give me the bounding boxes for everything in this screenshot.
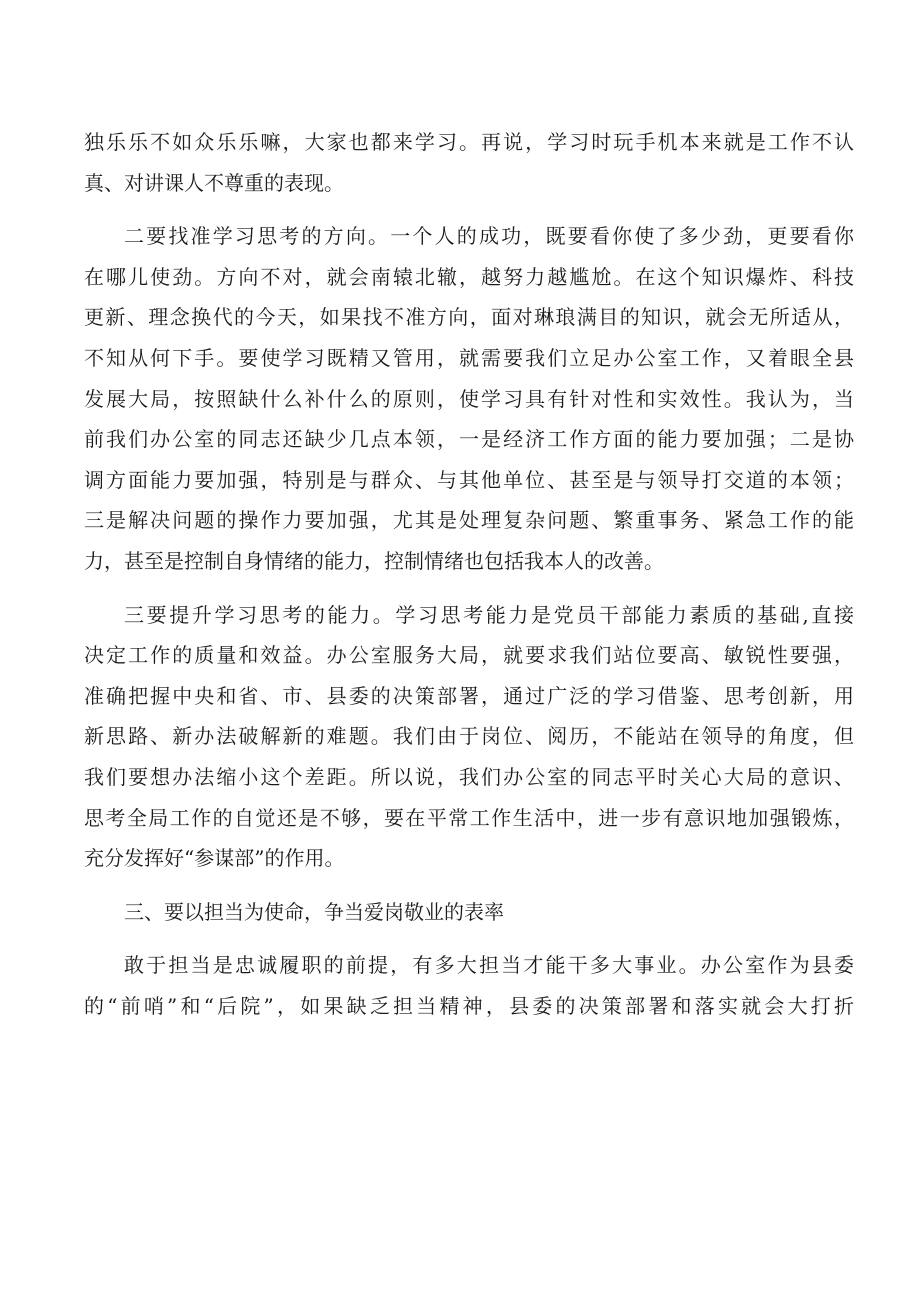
text-line: 力，甚至是控制自身情绪的能力，控制情绪也包括我本人的改善。: [84, 548, 664, 573]
text-line: 的“前哨”和“后院”，如果缺乏担当精神，县委的决策部署和落实就会大打折: [84, 993, 854, 1018]
text-line: 调方面能力要加强，特别是与群众、与其他单位、甚至是与领导打交道的本领；: [84, 467, 854, 492]
text-line: 新思路、新办法破解新的难题。我们由于岗位、阅历，不能站在领导的角度，但: [84, 724, 854, 749]
text-line: 三要提升学习思考的能力。学习思考能力是党员干部能力素质的基础,直接: [124, 602, 854, 627]
paragraph-1: [84, 122, 854, 203]
text-line: 思考全局工作的自觉还是不够，要在平常工作生活中，进一步有意识地加强锻炼，: [84, 805, 854, 830]
paragraph-2: [84, 216, 854, 581]
text-line: 二要找准学习思考的方向。一个人的成功，既要看你使了多少劲，更要看你: [124, 224, 854, 249]
paragraph-4: [84, 945, 854, 1026]
text-line: 发展大局，按照缺什么补什么的原则，使学习具有针对性和实效性。我认为，当: [84, 386, 854, 411]
document-body: [84, 122, 854, 1039]
text-line: 真、对讲课人不尊重的表现。: [84, 170, 344, 195]
text-line: 我们要想办法缩小这个差距。所以说，我们办公室的同志平时关心大局的意识、: [84, 764, 854, 789]
text-line: 更新、理念换代的今天，如果找不准方向，面对琳琅满目的知识，就会无所适从，: [84, 305, 854, 330]
text-line: 充分发挥好“参谋部”的作用。: [84, 846, 345, 871]
paragraph-3: [84, 595, 854, 879]
text-line: 三、要以担当为使命，争当爱岗敬业的表率: [124, 899, 504, 924]
text-line: 不知从何下手。要使学习既精又管用，就需要我们立足办公室工作，又着眼全县: [84, 345, 854, 370]
text-line: 三是解决问题的操作力要加强，尤其是处理复杂问题、繁重事务、紧急工作的能: [84, 508, 854, 533]
text-line: 决定工作的质量和效益。办公室服务大局，就要求我们站位要高、敏锐性要强，: [84, 643, 854, 668]
text-line: 敢于担当是忠诚履职的前提，有多大担当才能干多大事业。办公室作为县委: [124, 953, 854, 978]
text-line: 前我们办公室的同志还缺少几点本领，一是经济工作方面的能力要加强；二是协: [84, 427, 854, 452]
text-line: 准确把握中央和省、市、县委的决策部署，通过广泛的学习借鉴、思考创新，用: [84, 683, 854, 708]
text-line: 独乐乐不如众乐乐嘛，大家也都来学习。再说，学习时玩手机本来就是工作不认: [84, 130, 854, 154]
section-heading: [84, 892, 854, 933]
text-line: 在哪儿使劲。方向不对，就会南辕北辙，越努力越尴尬。在这个知识爆炸、科技: [84, 264, 854, 289]
